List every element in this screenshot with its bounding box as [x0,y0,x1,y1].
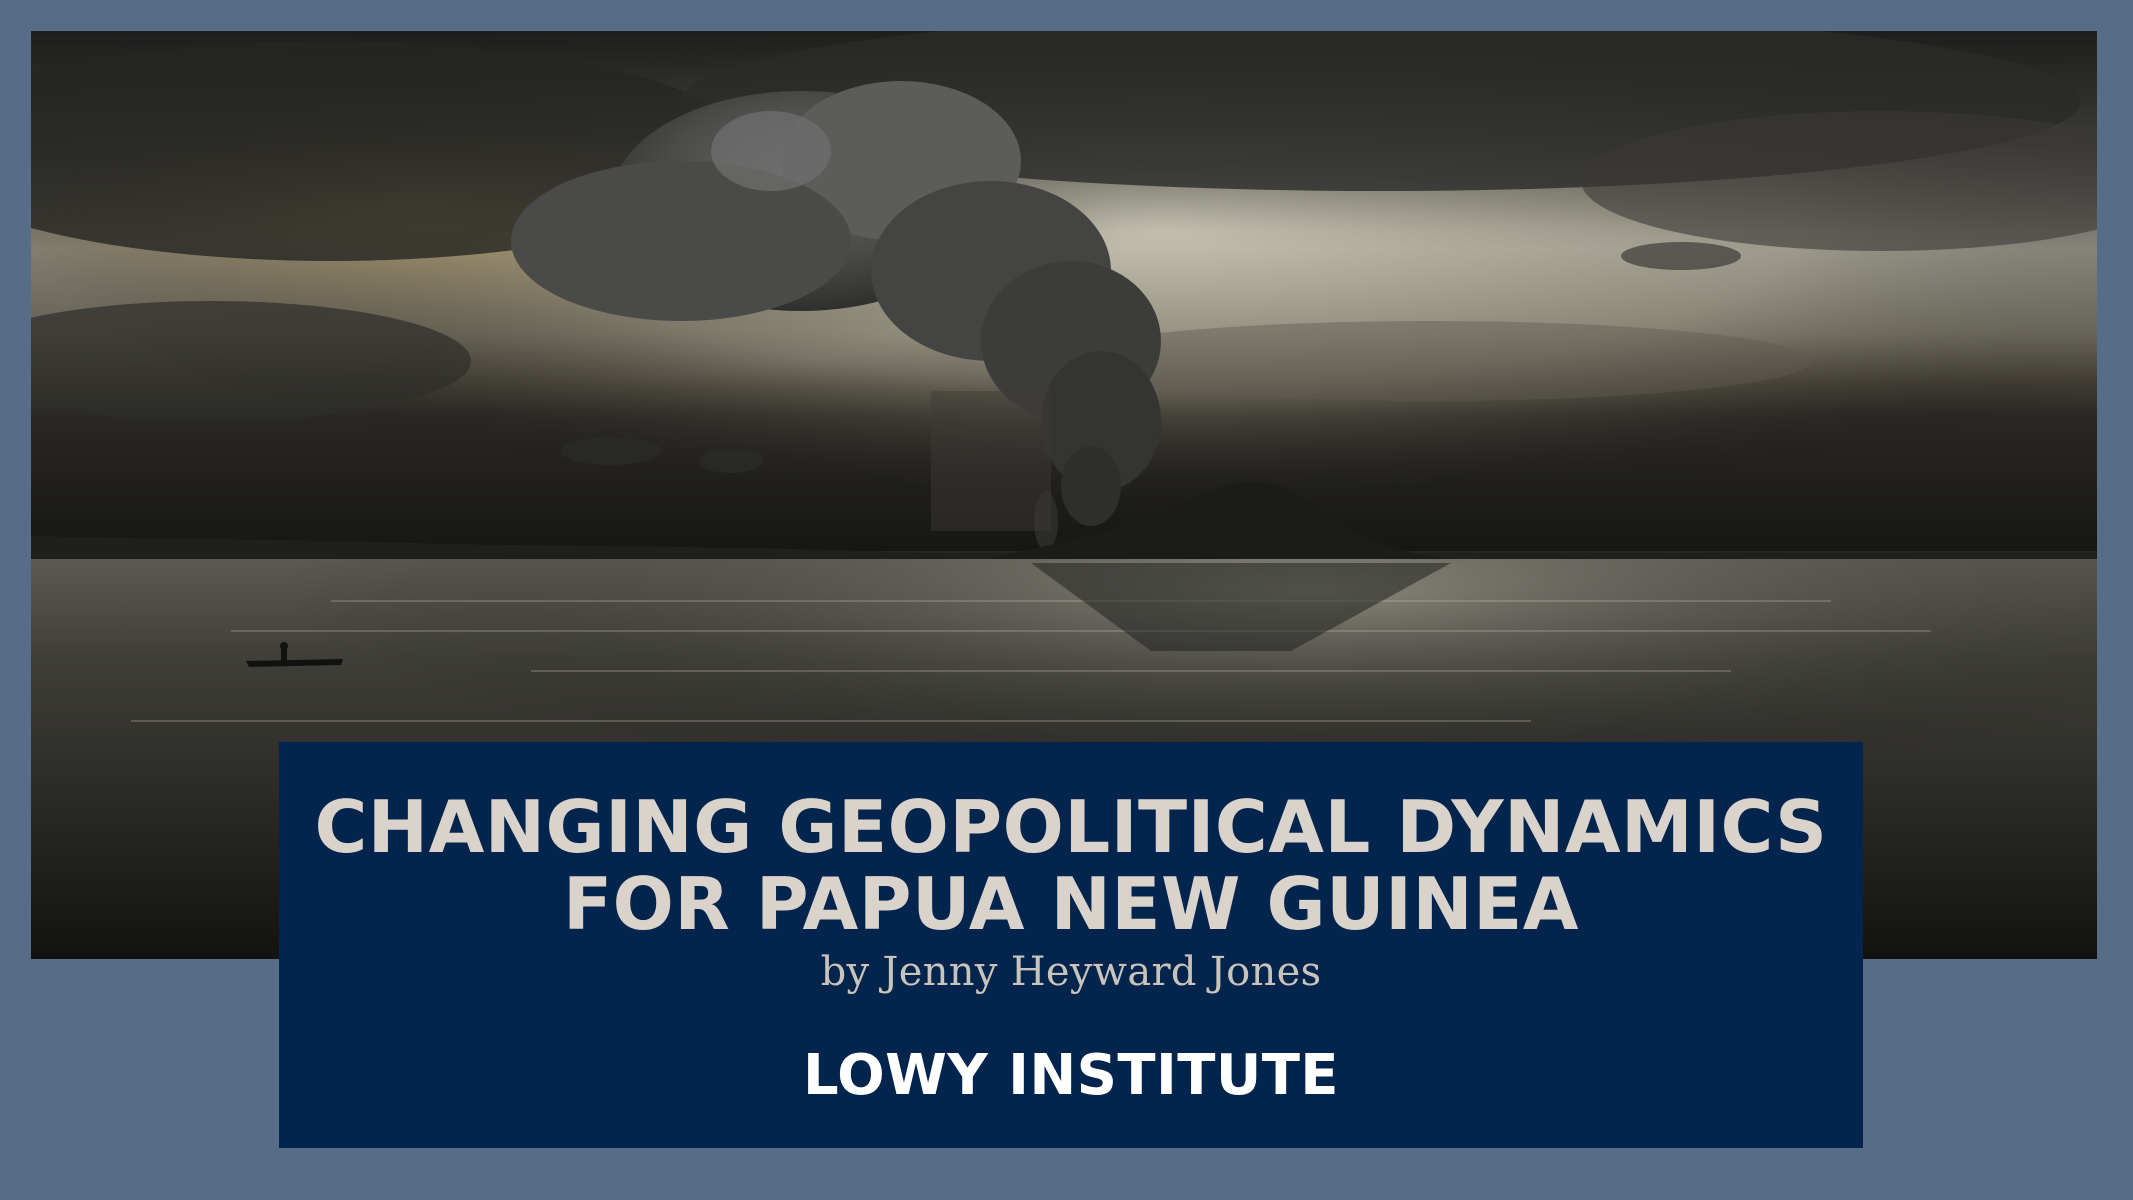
title-line-2: FOR PAPUA NEW GUINEA [562,862,1580,946]
title-panel [279,742,1863,1148]
brand-name: LOWY INSTITUTE [803,1043,1339,1108]
title-line-1: CHANGING GEOPOLITICAL DYNAMICS [314,785,1828,869]
author-byline: by Jenny Heyward Jones [820,949,1322,995]
